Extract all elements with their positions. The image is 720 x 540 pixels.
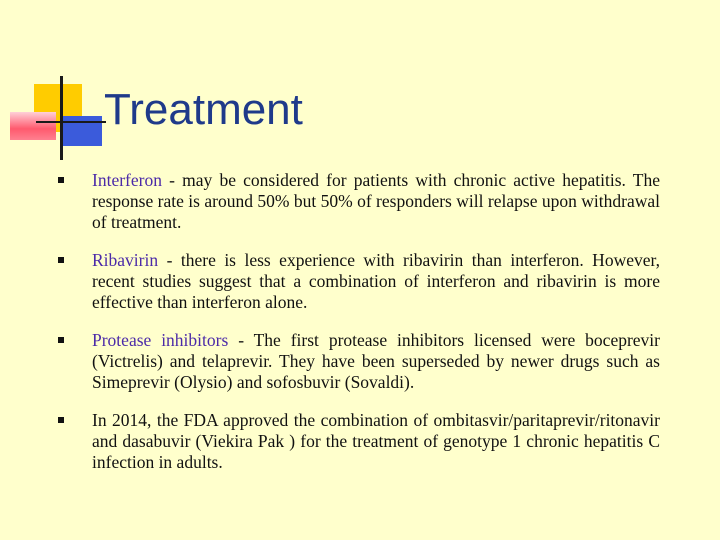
bullet-body: In 2014, the FDA approved the combination of ombitasvir/paritaprevir/ritonavir and dasabuvir (Viekira Pak ) for the treatment of genotype 1 chronic hepatitis C infection in adults.: [92, 410, 660, 472]
bullet-marker-icon: [58, 337, 64, 343]
slide-title: Treatment: [104, 85, 303, 134]
bullet-text: [92, 170, 660, 233]
bullet-marker-icon: [58, 257, 64, 263]
bullet-item-interferon: [58, 170, 660, 233]
bullet-body: - may be considered for patients with chronic active hepatitis. The response rate is around 50% but 50% of responders will relapse upon withdrawal of treatment.: [92, 170, 660, 232]
bullet-term: Interferon: [92, 170, 162, 190]
bullet-text: [92, 330, 660, 393]
bullet-list: [58, 170, 660, 490]
bullet-marker-icon: [58, 417, 64, 423]
bullet-term: Ribavirin: [92, 250, 159, 270]
bullet-item-ribavirin: [58, 250, 660, 313]
bullet-item-viekira-pak: [58, 410, 660, 473]
bullet-text: [92, 410, 660, 473]
bullet-body: - The first protease inhibitors licensed were boceprevir (Victrelis) and telaprevir. They have been superseded by newer drugs such as Simeprevir (Olysio) and sofosbuvir (Sovaldi).: [92, 330, 660, 392]
logo-red-square: [10, 112, 56, 140]
logo-horizontal-line: [36, 121, 106, 123]
slide-logo-graphic: [0, 0, 110, 170]
bullet-body: - there is less experience with ribavirin than interferon. However, recent studies suggest that a combination of interferon and ribavirin is more effective than interferon alone.: [92, 250, 660, 312]
bullet-term: Protease inhibitors: [92, 330, 229, 350]
bullet-text: [92, 250, 660, 313]
bullet-item-protease-inhibitors: [58, 330, 660, 393]
logo-vertical-line: [60, 76, 63, 160]
bullet-marker-icon: [58, 177, 64, 183]
